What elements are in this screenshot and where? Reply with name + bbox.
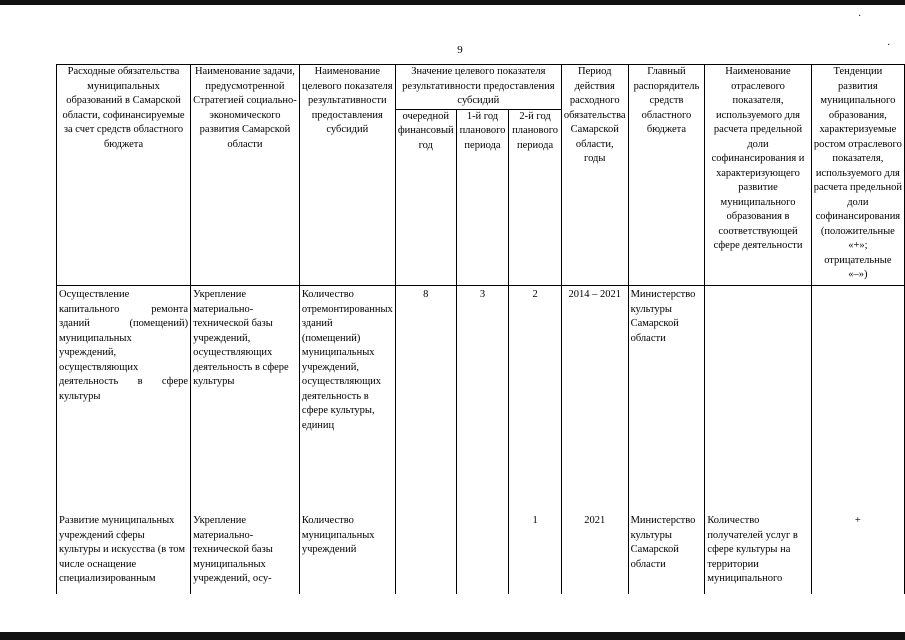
header-target-indicator: Наименование целевого показателя результативности предоставления субсидий xyxy=(299,65,395,286)
bottom-border-bar xyxy=(0,632,905,640)
top-border-bar xyxy=(0,0,905,5)
header-chief-manager: Главный распорядитель средств областного бюджета xyxy=(628,65,705,286)
cell-task: Укрепление материально-технической базы муниципальных учреждений, осу- xyxy=(191,514,300,594)
header-next-year: очередной финансовый год xyxy=(395,109,456,286)
cell-value-plan-2: 1 xyxy=(509,514,562,594)
cell-manager: Министерство культуры Самарской области xyxy=(628,514,705,594)
header-plan-year-1: 1-й год планового периода xyxy=(456,109,509,286)
scan-speck: · xyxy=(887,40,891,51)
cell-trend: + xyxy=(811,514,904,594)
header-indicator-values: Значение целевого показателя результативности предоставления субсидий xyxy=(395,65,561,110)
cell-indicator: Количество отремонтированных зданий (помещений) муниципальных учреждений, осуществляющих деятельность в сфере культуры, единиц xyxy=(299,286,395,515)
table-row xyxy=(57,286,905,515)
header-period: Период действия расходного обязательства Самарской области, годы xyxy=(561,65,628,286)
page-number: 9 xyxy=(457,44,463,56)
cell-sector-indicator: Количество получателей услуг в сфере культуры на территории муниципального xyxy=(705,514,811,594)
cell-manager: Министерство культуры Самарской области xyxy=(628,286,705,515)
header-row-1 xyxy=(57,65,905,110)
header-obligations: Расходные обязательства муниципальных образований в Самарской области, софинансируемые за счет средств областного бюджета xyxy=(57,65,191,286)
cell-period: 2014 – 2021 xyxy=(561,286,628,515)
header-sector-indicator: Наименование отраслевого показателя, используемого для расчета предельной доли софинансирования и характеризующего развитие муниципального образования в соответствующей сфере деятельности xyxy=(705,65,811,286)
cell-value-plan-2: 2 xyxy=(509,286,562,515)
cell-sector-indicator xyxy=(705,286,811,515)
cell-obligation: Осуществление капитального ремонта зданий (помещений) муниципальных учреждений, осуществляющих деятельность в сфере культуры xyxy=(57,286,191,515)
cell-value-next-year: 8 xyxy=(395,286,456,515)
cell-value-plan-1: 3 xyxy=(456,286,509,515)
header-strategy-task: Наименование задачи, предусмотренной Стратегией социально-экономического развития Самарской области xyxy=(191,65,300,286)
cell-trend xyxy=(811,286,904,515)
table-row xyxy=(57,514,905,594)
cell-indicator: Количество муниципальных учреждений xyxy=(299,514,395,594)
cell-obligation: Развитие муниципальных учреждений сферы культуры и искусства (в том числе оснащение специализированным xyxy=(57,514,191,594)
cell-value-next-year xyxy=(395,514,456,594)
header-plan-year-2: 2-й год планового периода xyxy=(509,109,562,286)
cell-period: 2021 xyxy=(561,514,628,594)
subsidy-table xyxy=(56,64,905,594)
scan-speck: · xyxy=(858,11,862,22)
header-trend: Тенденции развития муниципального образования, характеризуемые ростом отраслевого показателя, используемого для расчета предельной доли софинансирования (положительные «+»; отрицательные «–») xyxy=(811,65,904,286)
cell-task: Укрепление материально-технической базы учреждений, осуществляющих деятельность в сфере культуры xyxy=(191,286,300,515)
cell-value-plan-1 xyxy=(456,514,509,594)
